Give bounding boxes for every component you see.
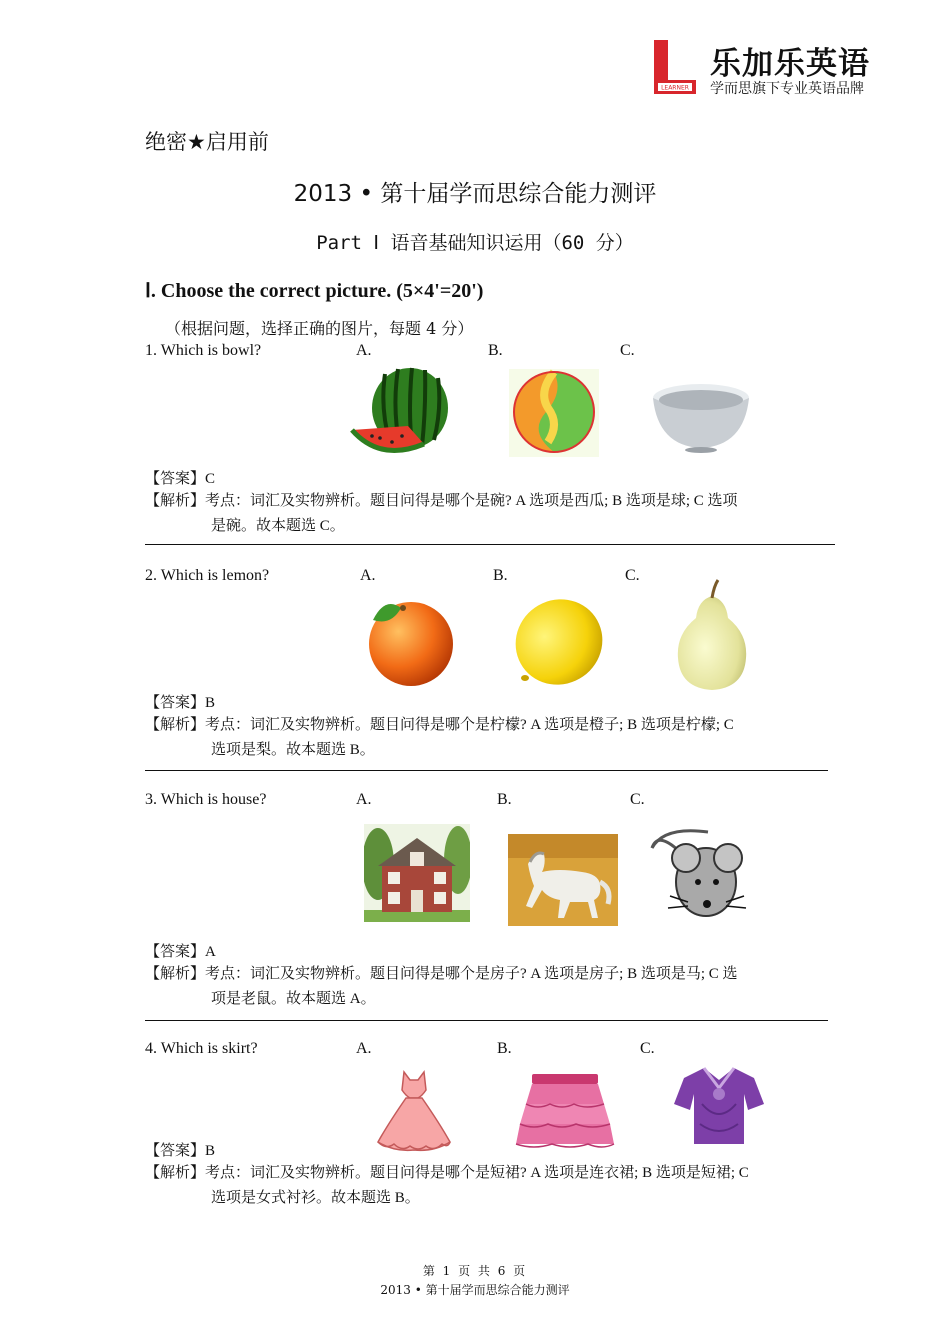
explanation-2-line1: 考点：词汇及实物辨析。题目问得是哪个是柠檬? A 选项是橙子; B 选项是柠檬; C xyxy=(205,717,734,733)
divider-1 xyxy=(145,544,835,545)
question-1-text: 1. Which is bowl? xyxy=(145,342,262,359)
ball-image xyxy=(508,368,600,458)
explanation-4-line2: 选项是女式衬衫。故本题选 B。 xyxy=(211,1190,420,1206)
watermelon-image xyxy=(350,366,454,458)
explanation-2-line2: 选项是梨。故本题选 B。 xyxy=(211,742,375,758)
horse-image xyxy=(508,834,618,926)
question-2-text: 2. Which is lemon? xyxy=(145,567,270,584)
q4-option-c-label: C. xyxy=(640,1040,655,1057)
mouse-image xyxy=(648,824,758,922)
learner-logo-icon xyxy=(652,38,698,100)
q3-option-a-label: A. xyxy=(356,791,372,808)
exam-title: 2013 • 第十届学而思综合能力测评 xyxy=(293,181,657,207)
q2-option-c-label: C. xyxy=(625,567,640,584)
orange-image xyxy=(365,594,457,688)
q4-option-a-label: A. xyxy=(356,1040,372,1057)
confidential-label: 绝密★启用前 xyxy=(145,130,269,154)
explanation-3-line2: 项是老鼠。故本题选 A。 xyxy=(211,991,376,1007)
explanation-2 xyxy=(145,713,825,763)
explanation-4 xyxy=(145,1161,825,1211)
question-3-text: 3. Which is house? xyxy=(145,791,267,808)
explanation-2-label: 【解析】 xyxy=(145,717,206,733)
answer-4: 【答案】B xyxy=(145,1143,216,1159)
explanation-3-label: 【解析】 xyxy=(145,966,206,982)
footer-title: 2013 • 第十届学而思综合能力测评 xyxy=(380,1283,570,1297)
pear-image xyxy=(672,578,752,692)
explanation-4-line1: 考点：词汇及实物辨析。题目问得是哪个是短裙? A 选项是连衣裙; B 选项是短裙; C xyxy=(205,1165,749,1181)
lemon-image xyxy=(513,596,605,688)
explanation-1-line1: 考点：词汇及实物辨析。题目问得是哪个是碗? A 选项是西瓜; B 选项是球; C 选项 xyxy=(205,493,738,509)
brand-logo xyxy=(648,32,892,108)
explanation-3 xyxy=(145,962,825,1012)
answer-3: 【答案】A xyxy=(145,944,216,960)
dress-image xyxy=(374,1068,454,1154)
section-heading: Ⅰ. Choose the correct picture. (5×4'=20') xyxy=(145,280,484,302)
q2-option-b-label: B. xyxy=(493,567,508,584)
explanation-4-label: 【解析】 xyxy=(145,1165,206,1181)
q2-option-a-label: A. xyxy=(360,567,376,584)
answer-2: 【答案】B xyxy=(145,695,216,711)
divider-3 xyxy=(145,1020,828,1021)
divider-2 xyxy=(145,770,828,771)
logo-mark-text: LEARNER xyxy=(661,84,689,92)
house-image xyxy=(364,824,470,922)
explanation-3-line1: 考点：词汇及实物辨析。题目问得是哪个是房子? A 选项是房子; B 选项是马; C 选 xyxy=(205,966,738,982)
part-title: Part Ⅰ 语音基础知识运用（60 分） xyxy=(316,232,634,254)
skirt-image xyxy=(514,1072,616,1150)
page-number: 第 1 页 共 6 页 xyxy=(422,1264,528,1278)
explanation-1-label: 【解析】 xyxy=(145,493,206,509)
q3-option-b-label: B. xyxy=(497,791,512,808)
question-4-text: 4. Which is skirt? xyxy=(145,1040,258,1057)
logo-title: 乐加乐英语 xyxy=(710,46,870,82)
explanation-1 xyxy=(145,489,825,539)
q1-option-b-label: B. xyxy=(488,342,503,359)
q4-option-b-label: B. xyxy=(497,1040,512,1057)
explanation-1-line2: 是碗。故本题选 C。 xyxy=(211,518,345,534)
section-note: （根据问题，选择正确的图片，每题 4 分） xyxy=(165,319,474,338)
q1-option-a-label: A. xyxy=(356,342,372,359)
answer-1: 【答案】C xyxy=(145,471,216,487)
q1-option-c-label: C. xyxy=(620,342,635,359)
blouse-image xyxy=(674,1064,764,1148)
bowl-image xyxy=(650,376,752,454)
q3-option-c-label: C. xyxy=(630,791,645,808)
logo-subtitle: 学而思旗下专业英语品牌 xyxy=(710,81,864,97)
